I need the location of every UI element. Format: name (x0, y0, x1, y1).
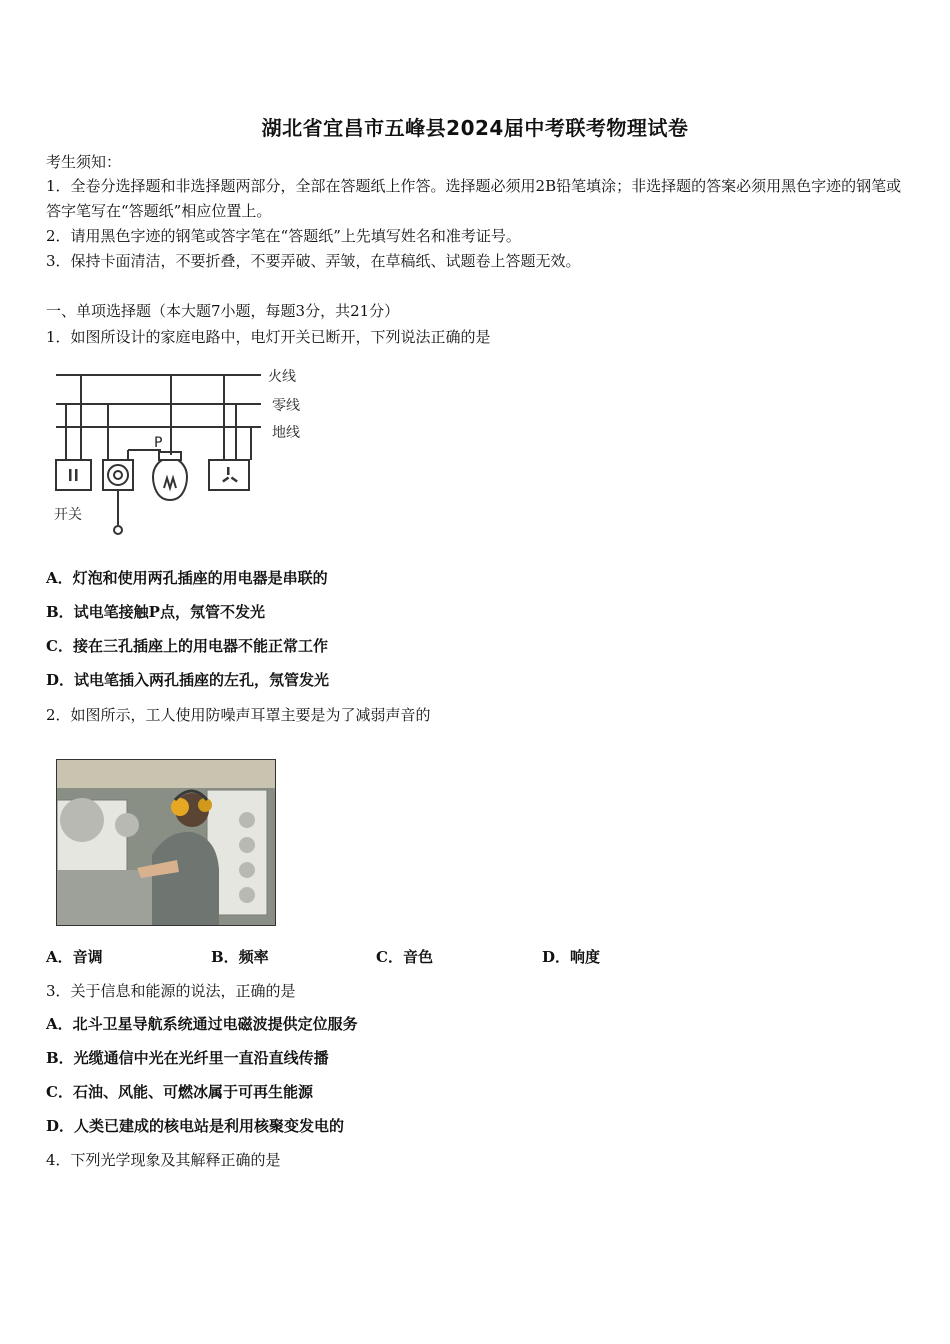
section-heading: 一、单项选择题（本大题7小题，每题3分，共21分） (46, 302, 400, 320)
q2-option-a: A．音调 (46, 948, 103, 966)
q1-option-d: D．试电笔插入两孔插座的左孔，氖管发光 (46, 671, 330, 689)
label-point-p: P (154, 435, 163, 451)
q1-option-a: A．灯泡和使用两孔插座的用电器是串联的 (46, 569, 328, 587)
label-live: 火线 (268, 369, 296, 385)
q3-option-c: C．石油、风能、可燃冰属于可再生能源 (46, 1083, 313, 1101)
notice-list (46, 174, 916, 274)
q3-stem: 3．关于信息和能源的说法，正确的是 (46, 982, 296, 1000)
q2-option-c: C．音色 (376, 948, 433, 966)
circuit-diagram (46, 360, 316, 540)
q2-option-d: D．响度 (542, 948, 601, 966)
q3-option-a: A．北斗卫星导航系统通过电磁波提供定位服务 (46, 1015, 358, 1033)
q1-option-c: C．接在三孔插座上的用电器不能正常工作 (46, 637, 328, 655)
label-neutral: 零线 (272, 398, 300, 414)
q2-stem: 2．如图所示，工人使用防噪声耳罩主要是为了减弱声音的 (46, 706, 431, 724)
two-hole-socket (56, 460, 91, 490)
light-bulb (153, 460, 187, 500)
notice-item: 1．全卷分选择题和非选择题两部分，全部在答题纸上作答。选择题必须用2B铅笔填涂；非选择题的答案必须用黑色字迹的钢笔或答字笔写在“答题纸”相应位置上。 (46, 177, 902, 220)
q2-option-b: B．频率 (211, 948, 269, 966)
label-switch: 开关 (54, 507, 82, 523)
q1-option-b: B．试电笔接触P点，氖管不发光 (46, 603, 265, 621)
q3-option-b: B．光缆通信中光在光纤里一直沿直线传播 (46, 1049, 329, 1067)
q3-option-d: D．人类已建成的核电站是利用核聚变发电的 (46, 1117, 345, 1135)
notice-item: 2．请用黑色字迹的钢笔或答字笔在“答题纸”上先填写姓名和准考证号。 (46, 227, 521, 245)
page-title: 湖北省宜昌市五峰县2024届中考联考物理试卷 (261, 116, 689, 140)
worker-earmuffs-photo (56, 759, 276, 926)
q1-stem: 1．如图所设计的家庭电路中，电灯开关已断开，下列说法正确的是 (46, 328, 491, 346)
q4-stem: 4．下列光学现象及其解释正确的是 (46, 1151, 281, 1169)
notice-heading: 考生须知： (46, 153, 122, 171)
notice-item: 3．保持卡面清洁，不要折叠，不要弄破、弄皱，在草稿纸、试题卷上答题无效。 (46, 252, 581, 270)
label-ground: 地线 (272, 425, 300, 441)
